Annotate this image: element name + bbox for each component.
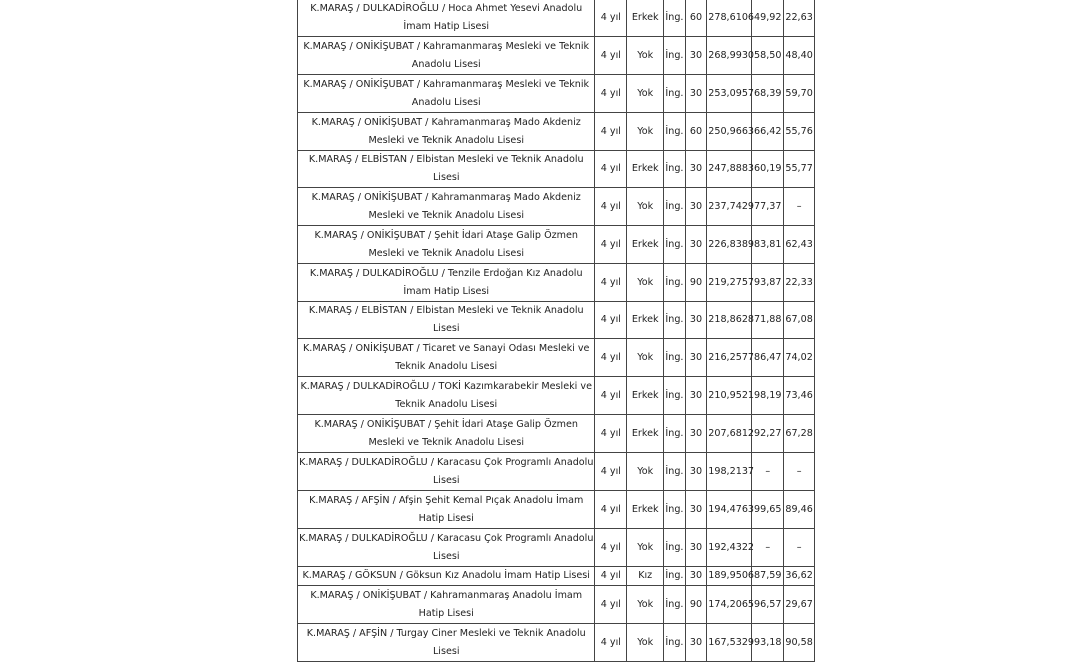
base-score-cell: 226,8389 [707,226,752,264]
language-cell: İng. [664,339,686,377]
gender-cell: Yok [627,188,664,226]
base-score-cell: 219,2757 [707,264,752,302]
language-cell: İng. [664,264,686,302]
quota-cell: 60 [685,113,707,151]
table-row [298,302,815,339]
percentile-secondary-cell: 22,33 [784,264,815,302]
percentile-secondary-cell: 62,43 [784,226,815,264]
table-row [298,567,815,586]
duration-cell: 4 yıl [595,377,627,415]
duration-cell: 4 yıl [595,37,627,75]
quota-cell: 30 [685,151,707,188]
language-cell: İng. [664,453,686,491]
school-name-cell: K.MARAŞ / DULKADİROĞLU / TOKİ Kazımkarabekir Mesleki ve Teknik Anadolu Lisesi [298,377,595,415]
gender-cell: Erkek [627,0,664,37]
language-cell: İng. [664,151,686,188]
duration-cell: 4 yıl [595,151,627,188]
school-name-cell: K.MARAŞ / ONİKİŞUBAT / Ticaret ve Sanayi Odası Mesleki ve Teknik Anadolu Lisesi [298,339,595,377]
table-row [298,586,815,624]
duration-cell: 4 yıl [595,415,627,453]
quota-cell: 30 [685,339,707,377]
quota-cell: 30 [685,377,707,415]
duration-cell: 4 yıl [595,0,627,37]
base-score-cell: 210,9521 [707,377,752,415]
quota-cell: 30 [685,529,707,567]
school-name-cell: K.MARAŞ / DULKADİROĞLU / Tenzile Erdoğan Kız Anadolu İmam Hatip Lisesi [298,264,595,302]
percentile-cell: 71,88 [752,302,784,339]
base-score-cell: 174,2065 [707,586,752,624]
percentile-secondary-cell: 59,70 [784,75,815,113]
table-row [298,624,815,662]
quota-cell: 30 [685,453,707,491]
school-name-cell: K.MARAŞ / ELBİSTAN / Elbistan Mesleki ve Teknik Anadolu Lisesi [298,151,595,188]
percentile-cell: 58,50 [752,37,784,75]
language-cell: İng. [664,188,686,226]
percentile-cell: 77,37 [752,188,784,226]
language-cell: İng. [664,586,686,624]
percentile-cell: 93,18 [752,624,784,662]
gender-cell: Yok [627,453,664,491]
table-row [298,75,815,113]
table-row [298,491,815,529]
school-name-cell: K.MARAŞ / ONİKİŞUBAT / Kahramanmaraş Mado Akdeniz Mesleki ve Teknik Anadolu Lisesi [298,113,595,151]
percentile-cell: – [752,453,784,491]
language-cell: İng. [664,302,686,339]
school-name-cell: K.MARAŞ / DULKADİROĞLU / Hoca Ahmet Yesevi Anadolu İmam Hatip Lisesi [298,0,595,37]
gender-cell: Yok [627,37,664,75]
quota-cell: 30 [685,567,707,586]
gender-cell: Erkek [627,302,664,339]
language-cell: İng. [664,0,686,37]
school-name-cell: K.MARAŞ / ONİKİŞUBAT / Şehit İdari Ataşe Galip Özmen Mesleki ve Teknik Anadolu Lisesi [298,226,595,264]
percentile-secondary-cell: 89,46 [784,491,815,529]
base-score-cell: 247,8883 [707,151,752,188]
percentile-cell: 96,57 [752,586,784,624]
gender-cell: Yok [627,586,664,624]
gender-cell: Kız [627,567,664,586]
gender-cell: Erkek [627,226,664,264]
percentile-secondary-cell: 67,08 [784,302,815,339]
school-table-container [297,0,815,657]
quota-cell: 30 [685,37,707,75]
table-row [298,37,815,75]
percentile-cell: 98,19 [752,377,784,415]
duration-cell: 4 yıl [595,624,627,662]
percentile-secondary-cell: 55,76 [784,113,815,151]
gender-cell: Erkek [627,151,664,188]
language-cell: İng. [664,415,686,453]
quota-cell: 30 [685,624,707,662]
duration-cell: 4 yıl [595,302,627,339]
school-name-cell: K.MARAŞ / ONİKİŞUBAT / Kahramanmaraş Mesleki ve Teknik Anadolu Lisesi [298,37,595,75]
percentile-cell: 87,59 [752,567,784,586]
duration-cell: 4 yıl [595,529,627,567]
language-cell: İng. [664,377,686,415]
quota-cell: 60 [685,0,707,37]
school-name-cell: K.MARAŞ / AFŞİN / Turgay Ciner Mesleki ve Teknik Anadolu Lisesi [298,624,595,662]
language-cell: İng. [664,75,686,113]
table-row [298,264,815,302]
gender-cell: Yok [627,264,664,302]
language-cell: İng. [664,113,686,151]
quota-cell: 30 [685,188,707,226]
duration-cell: 4 yıl [595,264,627,302]
school-name-cell: K.MARAŞ / DULKADİROĞLU / Karacasu Çok Programlı Anadolu Lisesi [298,453,595,491]
quota-cell: 30 [685,75,707,113]
table-row [298,113,815,151]
gender-cell: Yok [627,75,664,113]
duration-cell: 4 yıl [595,113,627,151]
duration-cell: 4 yıl [595,188,627,226]
percentile-secondary-cell: 36,62 [784,567,815,586]
table-row [298,151,815,188]
percentile-cell: 49,92 [752,0,784,37]
gender-cell: Erkek [627,377,664,415]
school-admission-table [297,0,815,662]
base-score-cell: 268,9930 [707,37,752,75]
gender-cell: Yok [627,624,664,662]
base-score-cell: 237,7429 [707,188,752,226]
percentile-cell: 68,39 [752,75,784,113]
gender-cell: Erkek [627,491,664,529]
percentile-secondary-cell: 90,58 [784,624,815,662]
base-score-cell: 216,2577 [707,339,752,377]
gender-cell: Yok [627,529,664,567]
percentile-cell: 83,81 [752,226,784,264]
school-name-cell: K.MARAŞ / ELBİSTAN / Elbistan Mesleki ve Teknik Anadolu Lisesi [298,302,595,339]
quota-cell: 30 [685,415,707,453]
percentile-secondary-cell: 67,28 [784,415,815,453]
table-row [298,226,815,264]
percentile-cell: – [752,529,784,567]
table-row [298,339,815,377]
base-score-cell: 189,9506 [707,567,752,586]
duration-cell: 4 yıl [595,586,627,624]
table-row [298,377,815,415]
language-cell: İng. [664,37,686,75]
percentile-secondary-cell: – [784,188,815,226]
base-score-cell: 207,6812 [707,415,752,453]
language-cell: İng. [664,567,686,586]
percentile-cell: 66,42 [752,113,784,151]
percentile-secondary-cell: – [784,529,815,567]
duration-cell: 4 yıl [595,339,627,377]
gender-cell: Erkek [627,415,664,453]
language-cell: İng. [664,529,686,567]
quota-cell: 30 [685,491,707,529]
percentile-cell: 93,87 [752,264,784,302]
table-row [298,453,815,491]
school-name-cell: K.MARAŞ / GÖKSUN / Göksun Kız Anadolu İmam Hatip Lisesi [298,567,595,586]
base-score-cell: 250,9663 [707,113,752,151]
quota-cell: 30 [685,302,707,339]
table-row [298,529,815,567]
percentile-cell: 92,27 [752,415,784,453]
percentile-cell: 86,47 [752,339,784,377]
base-score-cell: 253,0957 [707,75,752,113]
quota-cell: 90 [685,264,707,302]
table-body [298,0,815,662]
quota-cell: 30 [685,226,707,264]
language-cell: İng. [664,624,686,662]
language-cell: İng. [664,226,686,264]
duration-cell: 4 yıl [595,491,627,529]
duration-cell: 4 yıl [595,453,627,491]
base-score-cell: 278,6106 [707,0,752,37]
school-name-cell: K.MARAŞ / ONİKİŞUBAT / Kahramanmaraş Anadolu İmam Hatip Lisesi [298,586,595,624]
base-score-cell: 198,2137 [707,453,752,491]
table-row [298,188,815,226]
quota-cell: 90 [685,586,707,624]
duration-cell: 4 yıl [595,75,627,113]
percentile-cell: 99,65 [752,491,784,529]
percentile-secondary-cell: 74,02 [784,339,815,377]
percentile-secondary-cell: 22,63 [784,0,815,37]
school-name-cell: K.MARAŞ / ONİKİŞUBAT / Kahramanmaraş Mesleki ve Teknik Anadolu Lisesi [298,75,595,113]
school-name-cell: K.MARAŞ / ONİKİŞUBAT / Kahramanmaraş Mado Akdeniz Mesleki ve Teknik Anadolu Lisesi [298,188,595,226]
base-score-cell: 194,4763 [707,491,752,529]
percentile-secondary-cell: 48,40 [784,37,815,75]
gender-cell: Yok [627,339,664,377]
base-score-cell: 167,5329 [707,624,752,662]
percentile-secondary-cell: – [784,453,815,491]
gender-cell: Yok [627,113,664,151]
language-cell: İng. [664,491,686,529]
table-row [298,415,815,453]
school-name-cell: K.MARAŞ / DULKADİROĞLU / Karacasu Çok Programlı Anadolu Lisesi [298,529,595,567]
percentile-cell: 60,19 [752,151,784,188]
percentile-secondary-cell: 73,46 [784,377,815,415]
school-name-cell: K.MARAŞ / ONİKİŞUBAT / Şehit İdari Ataşe Galip Özmen Mesleki ve Teknik Anadolu Lisesi [298,415,595,453]
base-score-cell: 192,4322 [707,529,752,567]
base-score-cell: 218,8628 [707,302,752,339]
duration-cell: 4 yıl [595,567,627,586]
percentile-secondary-cell: 55,77 [784,151,815,188]
table-row [298,0,815,37]
school-name-cell: K.MARAŞ / AFŞİN / Afşin Şehit Kemal Pıçak Anadolu İmam Hatip Lisesi [298,491,595,529]
duration-cell: 4 yıl [595,226,627,264]
percentile-secondary-cell: 29,67 [784,586,815,624]
